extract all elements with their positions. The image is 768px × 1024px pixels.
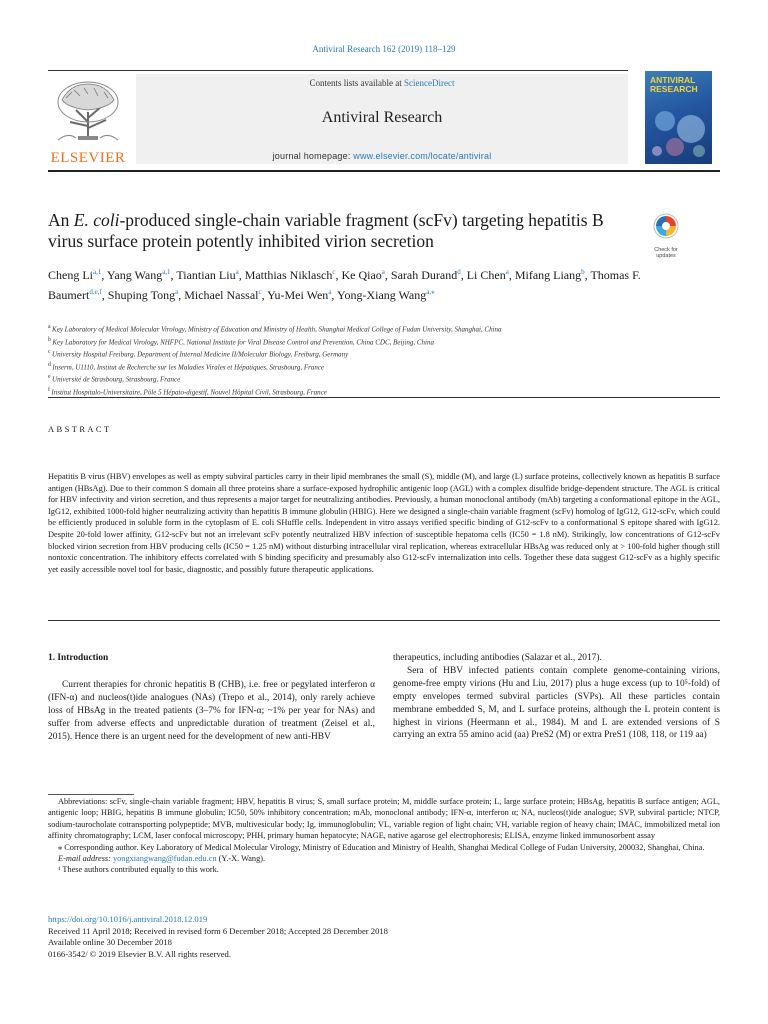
- contents-line: Contents lists available at ScienceDirect: [309, 78, 455, 88]
- equal-contribution-footnote: ¹ These authors contributed equally to this work.: [58, 865, 219, 875]
- crossmark-label: Check for updates: [654, 247, 678, 259]
- affiliation-letter: e: [48, 374, 53, 381]
- body-column-right: [393, 652, 720, 742]
- journal-cover[interactable]: [645, 71, 712, 164]
- author-name[interactable]: Matthias Niklasch: [244, 268, 333, 282]
- author-name[interactable]: Cheng Li: [48, 268, 93, 282]
- crossmark-icon: [646, 212, 686, 242]
- intro-paragraph-2: Sera of HBV infected patients contain complete genome-containing virions, genome-free empty virions (Hu and Liu, 2017) plus a huge excess (up to 10⁵-fold) of empty envelopes termed subviral particles (SVPs). All these particles contain membrane embedded S, M, and L surface proteins, although the L protein content is highest in virions (Heermann et al., 1984). M and L are extended versions of S carrying an extra 55 amino acid (aa) PreS2 (M) or extra PreS1 (108, 118, or 119 aa): [393, 665, 720, 741]
- affiliation-letter: a: [48, 324, 53, 330]
- author-name[interactable]: Li Chen: [466, 268, 506, 282]
- affiliation-item: [48, 322, 720, 335]
- author-affiliation-mark[interactable]: a,1: [93, 268, 102, 276]
- affiliation-text: University Hospital Freiburg, Department of Internal Medicine II/Molecular Biology, Freiburg, Germany: [52, 350, 349, 359]
- footnote-rule: [48, 794, 134, 795]
- author-affiliation-mark[interactable]: a: [505, 268, 509, 276]
- journal-name: Antiviral Research: [321, 109, 443, 126]
- affiliation-item: [48, 347, 720, 360]
- journal-citation[interactable]: Antiviral Research 162 (2019) 118–129: [312, 44, 456, 54]
- author-name[interactable]: Mifang Liang: [514, 268, 582, 282]
- publisher-logo: [48, 74, 128, 164]
- author-name[interactable]: Sarah Durand: [390, 268, 458, 282]
- author-name[interactable]: Yang Wang: [106, 268, 163, 282]
- author-name[interactable]: Shuping Tong: [107, 288, 176, 302]
- affiliation-item: [48, 372, 720, 385]
- author-affiliation-mark[interactable]: a: [328, 288, 332, 296]
- affiliation-letter: f: [48, 386, 52, 393]
- affiliation-rule: [48, 397, 720, 398]
- journal-homepage-link[interactable]: www.elsevier.com/locate/antiviral: [353, 151, 492, 161]
- article-title: An E. coli-produced single-chain variable fragment (scFv) targeting hepatitis B virus surface protein potently inhibited virion secretion: [48, 210, 604, 251]
- author-list: Cheng Li$^{a,1}$, Yang Wang$^{a,1}$, Tiantian Liu$^a$, Matthias Niklasch$^c$, Ke Qiao$^a$, Sarah Durand$^d$, Li Chen$^a$, Mifang Liang$^b$, Thomas F. Baumert$^{d,e,f}$, Shuping Tong$^a$, Michael Nassal$^c$, Yu-Mei Wen$^a$, Yong-Xiang Wang$^{a,⁎}$: [48, 268, 641, 302]
- author-name[interactable]: Michael Nassal: [184, 288, 259, 302]
- author-name[interactable]: Yu-Mei Wen: [267, 288, 329, 302]
- author-affiliation-mark[interactable]: c: [258, 288, 262, 296]
- check-for-updates-badge[interactable]: [646, 212, 686, 259]
- affiliation-item: [48, 335, 720, 348]
- affiliation-item: [48, 385, 720, 398]
- received-dates: Received 11 April 2018; Received in revised form 6 December 2018; Accepted 28 December 2018: [48, 925, 388, 936]
- affiliation-letter: d: [48, 361, 53, 368]
- affiliation-list: [48, 322, 720, 397]
- intro-paragraph-continued: therapeutics, including antibodies (Salazar et al., 2017).: [393, 653, 602, 663]
- abbreviations-footnote: Abbreviations: scFv, single-chain variable fragment; HBV, hepatitis B virus; S, small surface protein; M, middle surface protein; L, large surface protein; HBsAg, hepatitis B surface antigen; AGL, antigenic loop; HBIG, hepatitis B immune globulin; IC50, 50% inhibitory concentration; mAb, monoclonal antibody; IFN-α, interferon α; NA, nucleos(t)ide analogue; SVP, subviral particle; NTCP, sodium-taurocholate cotransporting polypeptide; MVB, multivesicular body; Ig, immunoglobulin; VL, variable region of light chain; VH, variable region of heavy chain; IMAC, immobilized metal ion affinity chromatography; LCM, laser confocal microscopy; PHH, primary human hepatocyte; NAGE, native agarose gel electrophoresis; ELISA, enzyme linked immunosorbent assay: [48, 797, 720, 841]
- affiliation-text: Key Laboratory for Medical Virology, NHFPC, National Institute for Viral Disease Control and Prevention, China CDC, Beijing, China: [52, 337, 434, 346]
- intro-paragraph-1: Current therapies for chronic hepatitis B (CHB), i.e. free or pegylated interferon α (IFN-α) and nucleos(t)ide analogues (NAs) (Trepo et al., 2014), only rarely achieve loss of HBsAg in the treated patients (3–7% for IFN-α; ~1% per year for NAs) and suffer from adverse effects and unpredictable duration of treatment (Zeisel et al., 2015). Hence there is an urgent need for the development of new anti-HBV: [48, 679, 375, 742]
- author-email-link[interactable]: yongxiangwang@fudan.edu.cn: [113, 854, 217, 864]
- affiliation-text: Key Laboratory of Medical Molecular Virology, Ministry of Education and Ministry of Health, Shanghai Medical College of Fudan University, Shanghai, China: [52, 325, 502, 334]
- publisher-name: ELSEVIER: [50, 150, 126, 166]
- affiliation-letter: b: [48, 336, 53, 343]
- affiliation-item: [48, 360, 720, 373]
- abstract-rule: [48, 620, 720, 621]
- affiliation-text: Université de Strasbourg, Strasbourg, France: [52, 375, 181, 384]
- sciencedirect-link[interactable]: ScienceDirect: [404, 78, 455, 88]
- header-rule-top: [48, 70, 628, 71]
- journal-homepage: journal homepage: www.elsevier.com/locate/antiviral: [272, 151, 492, 161]
- author-name[interactable]: Tiantian Liu: [176, 268, 236, 282]
- doi-link[interactable]: https://doi.org/10.1016/j.antiviral.2018.12.019: [48, 914, 208, 924]
- author-affiliation-mark[interactable]: a: [175, 288, 179, 296]
- author-affiliation-mark[interactable]: a,1: [162, 268, 171, 276]
- author-affiliation-mark[interactable]: d: [457, 268, 461, 276]
- body-column-left: [48, 652, 375, 743]
- online-date: Available online 30 December 2018: [48, 937, 172, 948]
- abstract-text: Hepatitis B virus (HBV) envelopes as well as empty subviral particles carry in their lipid membranes the small (S), middle (M), and large (L) surface proteins, collectively known as hepatitis B surface antigen (HBsAg). Due to their common S domain all three proteins share a surface-exposed hydrophilic antigenic loop (AGL) with a complex disulfide bridge-dependent structure. The AGL is critical for HBV infectivity and virion secretion, and thus represents a major target for neutralizing antibodies. Previously, a human monoclonal antibody (mAb) targeting a conformational epitope in the AGL, IgG12, exhibited 1000-fold higher neutralizing activity than hepatitis B immune globulin (HBIG). Here we designed a single-chain variable fragment (scFv) homolog of IgG12, G12-scFv, which could be efficiently produced in soluble form in the cytoplasm of E. coli SHuffle cells. Independent in vitro assays verified specific binding of G12-scFv to a conformational S epitope shared with IgG12. Despite 20-fold lower affinity, G12-scFv but not an irrelevant scFv potently neutralized HBV infection of susceptible hepatoma cells (IC50 = 1.8 nM). Strikingly, low concentrations of G12-scFv blocked virion secretion from HBV producing cells (IC50 = 1.25 nM) without disturbing intracellular viral replication, whereas extracellular HBsAg was reduced only at > 100-fold higher though still nontoxic concentration. The inhibitory effects correlated with S binding specificity and presumably also G12-scFv internalization into cells. Together these data suggest G12-scFv as a highly specific yet easily accessible novel tool for basic, diagnostic, and possibly future therapeutic applications.: [48, 472, 720, 574]
- affiliation-letter: c: [48, 349, 53, 356]
- cover-art: [645, 71, 712, 164]
- affiliation-text: Institut Hospitalo-Universitaire, Pôle 5 Hépato-digestif, Nouvel Hôpital Civil, Strasbourg, France: [51, 387, 327, 396]
- corresponding-author-footnote: ⁎ Corresponding author. Key Laboratory of Medical Molecular Virology, Ministry of Education and Ministry of Health, Shanghai Medical College of Fudan University, 200032, Shanghai, China.: [58, 842, 705, 852]
- email-footnote: E-mail address: yongxiangwang@fudan.edu.cn (Y.-X. Wang).: [58, 854, 266, 864]
- header-rule-bottom: [48, 170, 720, 172]
- author-affiliation-mark[interactable]: c: [332, 268, 336, 276]
- author-affiliation-mark[interactable]: a: [235, 268, 239, 276]
- article-metadata: [48, 914, 720, 960]
- author-affiliation-mark[interactable]: a: [381, 268, 385, 276]
- footnotes: [48, 796, 720, 876]
- author-affiliation-mark[interactable]: a,⁎: [426, 288, 435, 296]
- abstract-heading: ABSTRACT: [48, 424, 112, 434]
- cover-title: ANTIVIRAL RESEARCH: [650, 75, 698, 94]
- author-affiliation-mark[interactable]: d,e,f: [89, 288, 102, 296]
- affiliation-text: Inserm, U1110, Institut de Recherche sur les Maladies Virales et Hépatiques, Strasbourg, France: [52, 362, 325, 371]
- copyright-line: 0166-3542/ © 2019 Elsevier B.V. All rights reserved.: [48, 948, 231, 959]
- author-name[interactable]: Thomas F. Baumert: [48, 268, 641, 302]
- author-name[interactable]: Ke Qiao: [341, 268, 382, 282]
- section-heading-introduction: 1. Introduction: [48, 653, 109, 663]
- author-affiliation-mark[interactable]: b: [581, 268, 585, 276]
- author-name[interactable]: Yong-Xiang Wang: [336, 288, 427, 302]
